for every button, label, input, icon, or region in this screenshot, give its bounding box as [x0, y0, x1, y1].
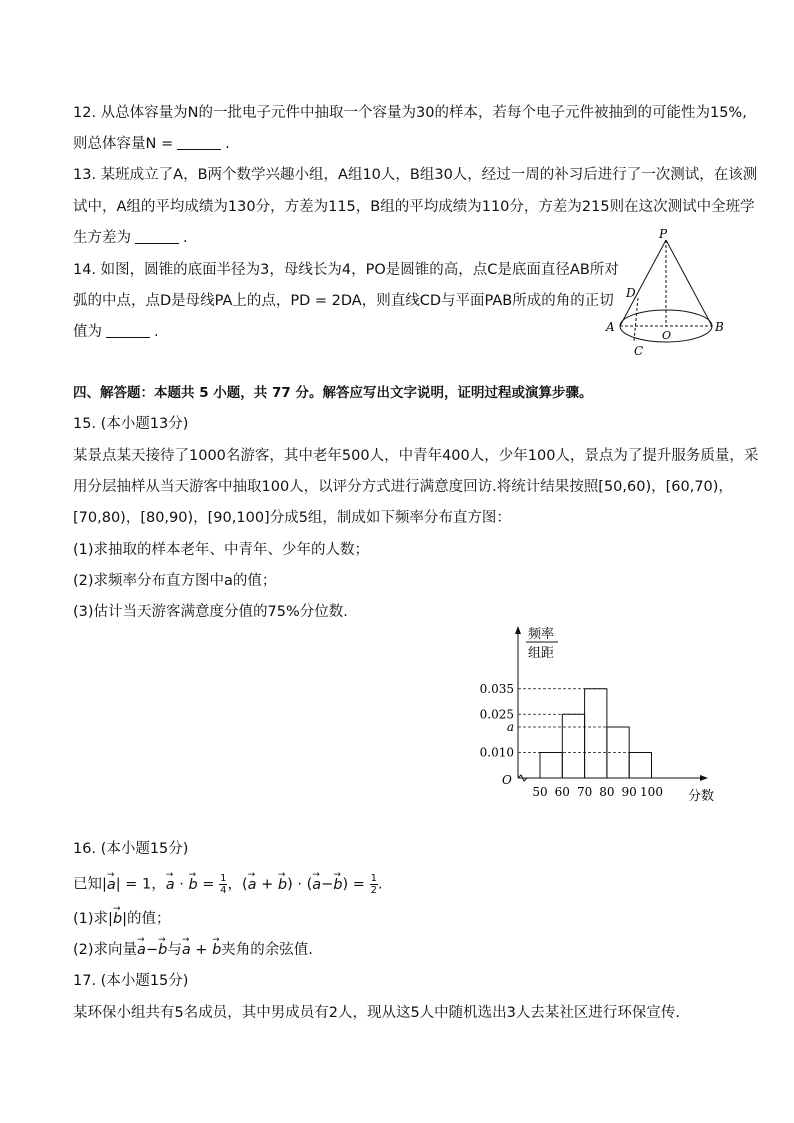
q16-sub1: [73, 909, 171, 929]
vector-b: → b: [158, 940, 167, 960]
q15-sub2: (2)求频率分布直方图中a的值；: [73, 573, 277, 589]
label-d: D: [626, 286, 636, 300]
q16-given-mid3: ，(: [227, 876, 248, 893]
vector-a: → a: [312, 875, 321, 895]
q15-sub1: (1)求抽取的样本老年、中青年、少年的人数；: [73, 542, 370, 558]
q17-text1: 某环保小组共有5名成员，其中男成员有2人，现从这5人中随机选出3人去某社区进行环保宣传.: [73, 1005, 681, 1021]
vector-b: → b: [278, 875, 287, 895]
period: .: [377, 876, 383, 893]
x-tick-label: 80: [599, 785, 615, 799]
q13-line2: 试中，A组的平均成绩为130分，方差为115，B组的平均成绩为110分，方差为215则在这次测试中全班学: [73, 199, 755, 215]
frac-num: 1: [370, 873, 377, 884]
histogram-bar: [562, 714, 584, 778]
section-4-heading: 四、解答题：本题共 5 小题，共 77 分。解答应写出文字说明，证明过程或演算步骤。: [73, 385, 593, 401]
answer-blank: [106, 323, 150, 338]
q14-line3-text: 值为: [73, 324, 102, 340]
plus-operator: +: [190, 942, 213, 958]
frac-den: 2: [370, 885, 377, 896]
generatrix-pa: [620, 240, 666, 326]
q14-line3: 值为 .: [73, 324, 159, 340]
vector-b: → b: [333, 875, 342, 895]
minus-operator: −: [145, 942, 159, 958]
histogram-bar: [585, 689, 607, 778]
vector-a: → a: [248, 875, 257, 895]
y-axis-arrow: [515, 626, 521, 634]
frac-den: 4: [220, 885, 227, 896]
vector-b: → b: [188, 875, 197, 895]
y-tick-label: 0.035: [479, 681, 514, 696]
cone-figure: [600, 226, 736, 362]
q16-given-mid1: | = 1，: [115, 876, 166, 893]
fraction-one-half: [370, 873, 378, 896]
q15-sub3: (3)估计当天游客满意度分值的75%分位数.: [73, 604, 348, 620]
vector-a: → a: [182, 940, 191, 960]
q16-given: [73, 873, 383, 896]
q16-sub1-post: |的值；: [122, 911, 171, 927]
label-a: A: [606, 320, 615, 334]
q13-line1: 13. 某班成立了A，B两个数学兴趣小组，A组10人，B组30人，经过一周的补习后进行了一次测试，在该测: [73, 167, 758, 183]
label-o: O: [662, 329, 672, 342]
answer-blank: [177, 135, 221, 150]
q13-line3: 生方差为 .: [73, 230, 188, 246]
q16-sub1-pre: (1)求|: [73, 911, 113, 927]
x-axis-arrow: [700, 775, 708, 781]
q15-text1: 某景点某天接待了1000名游客，其中老年500人，中青年400人，少年100人，景点为了提升服务质量，采: [73, 448, 759, 464]
generatrix-pb: [666, 240, 712, 326]
answer-blank: [135, 229, 179, 244]
q15-text2: 用分层抽样从当天游客中抽取100人，以评分方式进行满意度回访.将统计结果按照[50,60)，[60,70)，: [73, 479, 733, 495]
q16-sub2-post: 夹角的余弦值.: [221, 942, 313, 958]
y-tick-label: 0.010: [479, 745, 514, 760]
x-tick-label: 90: [621, 785, 637, 799]
frequency-histogram: [470, 620, 730, 810]
vector-a: → a: [137, 940, 146, 960]
vector-b: → b: [212, 940, 221, 960]
q17-header: 17. (本小题15分): [73, 973, 189, 989]
q16-sub2-pre: (2)求向量: [73, 942, 138, 958]
equals: =: [197, 876, 220, 893]
x-tick-label: 50: [532, 785, 548, 799]
vector-a: → a: [166, 875, 175, 895]
vector-a: → a: [107, 875, 116, 895]
y-label-denominator: 组距: [528, 646, 555, 661]
q15-header: 15. (本小题13分): [73, 416, 189, 432]
paren-dot: ) · (: [287, 876, 313, 893]
q12-line1: 12. 从总体容量为N的一批电子元件中抽取一个容量为30的样本，若每个电子元件被抽到的可能性为15%,: [73, 105, 747, 121]
label-p: P: [659, 227, 668, 241]
segment-cd: [634, 298, 638, 341]
q16-sub2: [73, 940, 313, 960]
y-tick-label: 0.025: [479, 707, 514, 722]
q16-given-prefix: 已知|: [73, 876, 107, 893]
q14-line1: 14. 如图，圆锥的底面半径为3，母线长为4，PO是圆锥的高，点C是底面直径AB所对: [73, 262, 619, 278]
x-tick-label: 100: [640, 785, 663, 799]
q15-text3: [70,80)，[80,90)，[90,100]分成5组，制成如下频率分布直方图：: [73, 510, 511, 526]
minus-operator: −: [321, 876, 334, 893]
x-tick-label: 70: [576, 785, 593, 799]
vector-b: → b: [113, 909, 122, 929]
q12-line2-text: 则总体容量N =: [73, 136, 174, 152]
q13-line3-text: 生方差为: [73, 230, 131, 246]
frac-num: 1: [220, 873, 227, 884]
plus-operator: +: [256, 876, 278, 893]
y-label-numerator: 频率: [528, 627, 555, 642]
x-tick-label: 60: [554, 785, 570, 799]
y-tick-label: a: [506, 720, 514, 734]
histogram-bar: [629, 753, 651, 779]
histogram-bar: [540, 753, 562, 779]
label-b: B: [715, 320, 724, 334]
q16-header: 16. (本小题15分): [73, 841, 189, 857]
q14-line2: 弧的中点，点D是母线PA上的点，PD = 2DA，则直线CD与平面PAB所成的角的正切: [73, 293, 614, 309]
q12-line2: 则总体容量N = .: [73, 136, 230, 152]
x-axis-label: 分数: [688, 789, 715, 804]
label-c: C: [634, 344, 644, 358]
paren-equals: ) =: [342, 876, 370, 893]
dot-operator: ·: [174, 876, 189, 893]
q16-sub2-mid: 与: [167, 942, 182, 958]
origin-label: O: [502, 773, 512, 787]
